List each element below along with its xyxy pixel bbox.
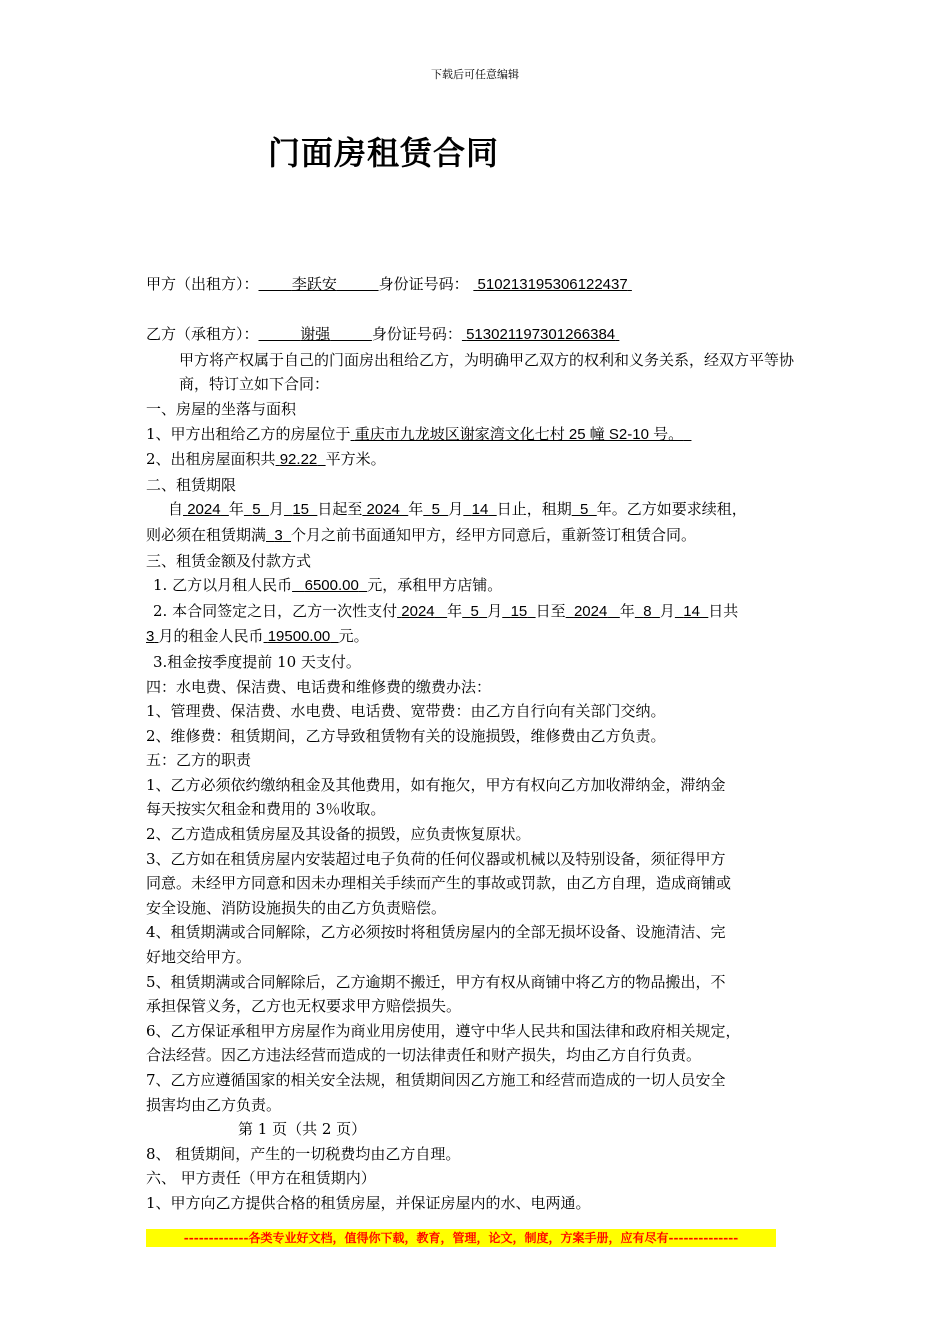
section-4-heading: 四：水电费、保洁费、电话费和维修费的缴费办法： [146,677,492,696]
duty-3c: 安全设施、消防设施损失的由乙方负责赔偿。 [146,898,447,917]
end-year: 2024 [366,501,400,519]
section-6-heading: 六、 甲方责任（甲方在租赁期内） [146,1169,376,1188]
start-year: 2024 [187,501,221,519]
duty-2: 2、乙方造成租赁房屋及其设备的损毁，应负责恢复原状。 [146,825,531,844]
duty-5a: 5、租赁期满或合同解除后，乙方逾期不搬迁，甲方有权从商铺中将乙方的物品搬出，不 [146,972,726,991]
lease-term: 5 [580,501,589,519]
landlord-duty-1: 1、甲方向乙方提供合格的租赁房屋，并保证房屋内的水、电两通。 [146,1193,591,1212]
document-title: 门面房租赁合同 [268,134,500,172]
quarterly-line: 3.租金按季度提前 10 天支付。 [153,652,361,671]
fees-item-1: 1、管理费、保洁费、水电费、电话费、宽带费：由乙方自行向有关部门交纳。 [146,702,666,721]
fees-item-2: 2、维修费：租赁期间，乙方导致租赁物有关的设施损毁，维修费由乙方负责。 [146,726,666,745]
section-1-heading: 一、房屋的坐落与面积 [146,399,297,418]
notice-months: 3 [274,526,283,544]
duty-4b: 好地交给甲方。 [146,948,252,967]
page-number: 第 1 页（共 2 页） [238,1120,367,1139]
duty-8: 8、 租赁期间，产生的一切税费均由乙方自理。 [146,1144,461,1163]
duty-6a: 6、乙方保证承租甲方房屋作为商业用房使用，遵守中华人民共和国法律和政府相关规定， [146,1021,741,1040]
section-3-heading: 三、租赁金额及付款方式 [146,551,312,570]
location-line: 1、甲方出租给乙方的房屋位于 重庆市九龙坡区谢家湾文化七村 25 幢 S2-10 号。 [146,422,810,448]
property-address: 重庆市九龙坡区谢家湾文化七村 25 幢 S2-10 号。 [354,425,684,443]
party-b-name: 谢强 [300,326,331,344]
party-b-line: 乙方（承租方）： 谢强 身份证号码： 513021197301266384 [146,322,810,348]
party-a-line: 甲方（出租方）： 李跃安 身份证号码： 510213195306122437 [146,272,810,298]
end-day: 14 [471,501,489,519]
start-month: 5 [252,501,261,519]
rent-line: 1. 乙方以月租人民币 6500.00 元，承租甲方店铺。 [153,576,503,595]
end-month: 5 [431,501,440,519]
payment-line: 2. 本合同签定之日，乙方一次性支付 2024 年 5 月 15 日至 2024 年 8 月 14 日共 [153,601,739,620]
duty-3a: 3、乙方如在租赁房屋内安装超过电子负荷的任何仪器或机械以及特别设备，须征得甲方 [146,849,726,868]
party-a-name: 李跃安 [291,276,337,293]
monthly-rent: 6500.00 [304,577,359,595]
party-b-id: 513021197301266384 [466,326,616,344]
prepaid-amount: 19500.00 [267,628,331,646]
promo-footer-banner: -------------各类专业好文档，值得你下载，教育，管理，论文，制度，方案手册，应有尽有-------------- [146,1229,776,1247]
duty-3b: 同意。未经甲方同意和因未办理相关手续而产生的事故或罚款，由乙方自理，造成商铺或 [146,874,732,893]
duty-1b: 每天按实欠租金和费用的 3％收取。 [146,800,386,819]
renewal-line: 则必须在租赁期满 3 个月之前书面通知甲方，经甲方同意后，重新签订租赁合同。 [146,525,697,544]
term-line: 自 2024 年 5 月 15 日起至 2024 年 5 月 14 日止，租期 5 年。乙方如要求续租， [168,500,747,519]
contract-body [146,272,810,1216]
header-note: 下载后可任意编辑 [431,68,519,81]
payment-amount-line: 3 月的租金人民币 19500.00 元。 [146,627,369,646]
party-a-id: 510213195306122437 [477,276,628,293]
duty-7b: 损害均由乙方负责。 [146,1095,282,1114]
duty-1a: 1、乙方必须依约缴纳租金及其他费用，如有拖欠，甲方有权向乙方加收滞纳金，滞纳金 [146,775,726,794]
duty-5b: 承担保管义务，乙方也无权要求甲方赔偿损失。 [146,997,462,1016]
intro-paragraph: 甲方将产权属于自己的门面房出租给乙方，为明确甲乙双方的权利和义务关系，经双方平等协商，特订立如下合同： [179,350,795,394]
duty-4a: 4、租赁期满或合同解除，乙方必须按时将租赁房屋内的全部无损坏设备、设施清洁、完 [146,923,726,942]
section-2-heading: 二、租赁期限 [146,475,237,494]
duty-6b: 合法经营。因乙方违法经营而造成的一切法律责任和财产损失，均由乙方自行负责。 [146,1046,702,1065]
duty-7a: 7、乙方应遵循国家的相关安全法规，租赁期间因乙方施工和经营而造成的一切人员安全 [146,1071,726,1089]
section-5-heading: 五：乙方的职责 [146,751,252,770]
area-line: 2、出租房屋面积共 92.22 平方米。 [146,450,386,469]
start-day: 15 [292,501,309,519]
property-area: 92.22 [279,451,318,469]
